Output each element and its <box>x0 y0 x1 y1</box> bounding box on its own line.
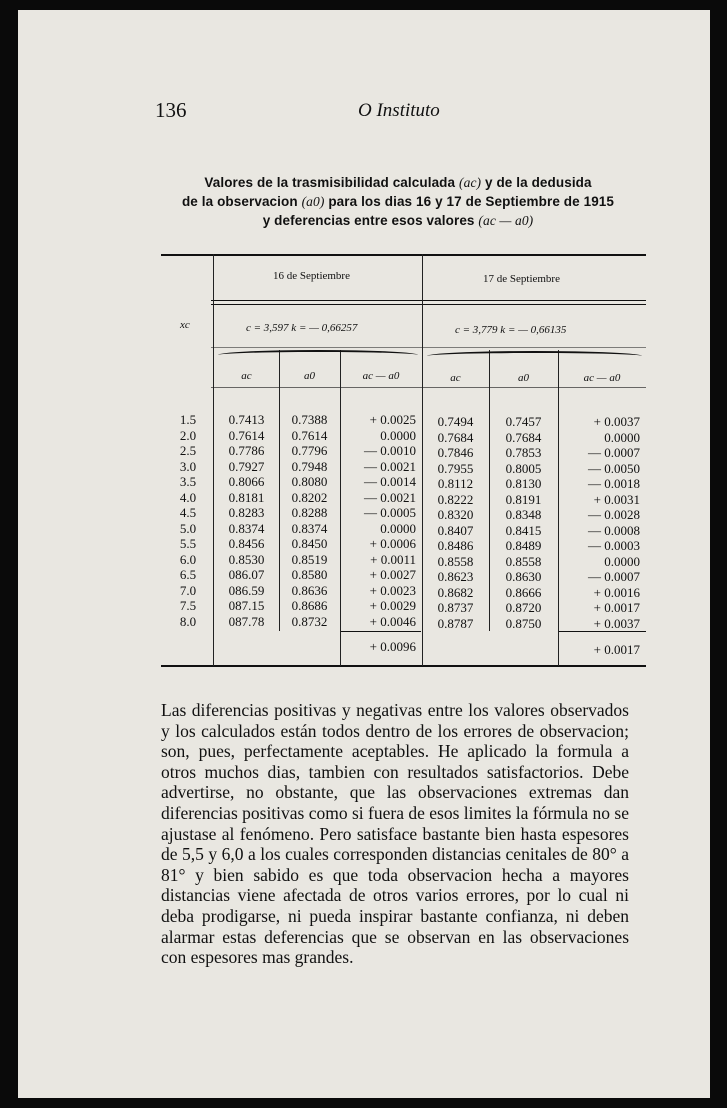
group-title-17: 17 de Septiembre <box>483 273 560 285</box>
group-title-16: 16 de Septiembre <box>273 270 350 282</box>
table-cell: 7.0 <box>179 582 197 598</box>
header-diff-17: ac — a0 <box>583 372 621 384</box>
table-cell: — 0.0007 <box>588 445 640 460</box>
params-17: c = 3,779 k = — 0,66135 <box>455 324 567 336</box>
table-cell: 0.8066 <box>228 474 265 489</box>
page-number: 136 <box>155 98 187 122</box>
table-cell: 0.8407 <box>437 522 474 538</box>
x-col-header: xc <box>180 319 190 331</box>
table-cell: 0.0000 <box>380 427 416 443</box>
table-cell: 0.7948 <box>291 458 328 474</box>
table-cell: 0.8486 <box>437 538 474 553</box>
table-cell: + 0.0029 <box>369 598 416 613</box>
document-page <box>18 10 710 1098</box>
brace-17 <box>427 351 642 361</box>
table-cell: 0.8415 <box>505 522 542 538</box>
table-cell: 0.8750 <box>505 615 542 631</box>
table-cell: + 0.0011 <box>370 551 416 567</box>
params-rule <box>211 347 646 348</box>
running-title: O Instituto <box>358 100 440 121</box>
table-cell: 087.15 <box>228 598 265 613</box>
table-cell: 0.8450 <box>291 536 328 551</box>
ac-17-column <box>422 414 489 631</box>
header-a0-17: a0 <box>518 372 529 384</box>
header-a0-16: a0 <box>304 370 315 382</box>
table-cell: — 0.0018 <box>588 476 640 491</box>
table-cell: 0.7786 <box>228 443 265 458</box>
table-cell: 0.8558 <box>437 553 474 569</box>
table-cell: + 0.0027 <box>369 567 416 582</box>
table-cell: + 0.0016 <box>593 584 640 600</box>
table-cell: 3.5 <box>179 474 197 489</box>
table-cell: 4.0 <box>179 489 197 505</box>
table-cell: 0.7413 <box>228 412 265 427</box>
table-cell: + 0.0037 <box>593 615 640 631</box>
table-cell: 0.8181 <box>228 489 265 505</box>
group-rule <box>211 300 646 301</box>
table-cell: 7.5 <box>179 598 197 613</box>
table-cell: + 0.0046 <box>369 613 416 629</box>
table-cell: 0.7614 <box>228 427 265 443</box>
table-cell: 086.07 <box>228 567 265 582</box>
table-cell: 6.0 <box>179 551 197 567</box>
table-cell: — 0.0007 <box>588 569 640 584</box>
table-cell: 0.8580 <box>291 567 328 582</box>
table-cell: — 0.0014 <box>364 474 416 489</box>
table-cell: 0.8666 <box>505 584 542 600</box>
table-cell: 0.8636 <box>291 582 328 598</box>
table-caption: Valores de la trasmisibilidad calculada (ac) y de la dedusida de la observacion (a0) para los dias 16 y 17 de Septiembre de 1915 y deferencias entre esos valores (ac — a0) <box>181 175 615 228</box>
table-cell: 0.8374 <box>291 520 328 536</box>
table-cell: 0.7684 <box>505 429 542 445</box>
table-cell: 0.7457 <box>505 414 542 429</box>
table-cell: 0.8112 <box>437 476 474 491</box>
table-cell: 0.8737 <box>437 600 474 615</box>
ac-16-column <box>214 412 279 629</box>
table-cell: + 0.0006 <box>369 536 416 551</box>
total-rule-16 <box>340 631 421 632</box>
table-cell: 0.8348 <box>505 507 542 522</box>
table-cell: 0.7684 <box>437 429 474 445</box>
table-cell: 0.8787 <box>437 615 474 631</box>
table-cell: 0.7955 <box>437 460 474 476</box>
table-cell: + 0.0037 <box>593 414 640 429</box>
table-cell: + 0.0023 <box>369 582 416 598</box>
table-cell: 0.7614 <box>291 427 328 443</box>
table-cell: 0.8374 <box>228 520 265 536</box>
table-cell: 0.8630 <box>505 569 542 584</box>
brace-16 <box>218 350 418 360</box>
table-cell: 5.0 <box>179 520 197 536</box>
header-diff-16: ac — a0 <box>362 370 400 382</box>
table-cell: 0.7388 <box>291 412 328 427</box>
table-cell: 0.7846 <box>437 445 474 460</box>
a0-16-column <box>279 412 340 629</box>
table-cell: 0.8283 <box>228 505 265 520</box>
table-cell: 0.0000 <box>604 429 640 445</box>
table-cell: 0.8202 <box>291 489 328 505</box>
total-rule-17 <box>558 631 646 632</box>
table-cell: 3.0 <box>179 458 197 474</box>
table-cell: 2.0 <box>179 427 197 443</box>
header-ac-17: ac <box>450 372 461 384</box>
table-cell: — 0.0021 <box>364 458 416 474</box>
table-cell: 0.8623 <box>437 569 474 584</box>
table-cell: 4.5 <box>179 505 197 520</box>
table-cell: 6.5 <box>179 567 197 582</box>
table-cell: 0.8130 <box>505 476 542 491</box>
header-rule <box>211 387 646 388</box>
table-cell: — 0.0050 <box>588 460 640 476</box>
table-cell: — 0.0028 <box>588 507 640 522</box>
table-cell: 0.8005 <box>505 460 542 476</box>
table-cell: 5.5 <box>179 536 197 551</box>
table-cell: 0.7853 <box>505 445 542 460</box>
header-ac-16: ac <box>241 370 252 382</box>
group-rule-double <box>211 304 646 305</box>
table-bottom-rule <box>161 665 646 667</box>
diff-17-column <box>558 414 640 631</box>
table-top-rule <box>161 254 646 256</box>
table-cell: 0.8222 <box>437 491 474 507</box>
table-cell: — 0.0005 <box>364 505 416 520</box>
table-cell: 0.8320 <box>437 507 474 522</box>
diff-16-column <box>340 412 416 629</box>
table-cell: 0.8686 <box>291 598 328 613</box>
total-17: + 0.0017 <box>593 642 640 657</box>
params-16: c = 3,597 k = — 0,66257 <box>246 322 358 334</box>
table-cell: 8.0 <box>179 613 197 629</box>
table-cell: 0.0000 <box>380 520 416 536</box>
table-cell: 087.78 <box>228 613 265 629</box>
table-cell: 086.59 <box>228 582 265 598</box>
table-cell: + 0.0031 <box>593 491 640 507</box>
table-cell: 0.8732 <box>291 613 328 629</box>
table-cell: 0.8080 <box>291 474 328 489</box>
x-values-column <box>168 412 208 629</box>
table-cell: 0.7796 <box>291 443 328 458</box>
table-cell: + 0.0025 <box>369 412 416 427</box>
total-16: + 0.0096 <box>369 639 416 654</box>
table-cell: 0.8519 <box>291 551 328 567</box>
table-cell: 0.8288 <box>291 505 328 520</box>
table-cell: 0.7927 <box>228 458 265 474</box>
table-cell: 2.5 <box>179 443 197 458</box>
table-cell: 0.7494 <box>437 414 474 429</box>
table-cell: — 0.0010 <box>364 443 416 458</box>
a0-17-column <box>489 414 558 631</box>
table-cell: — 0.0008 <box>588 522 640 538</box>
table-cell: 0.8191 <box>505 491 542 507</box>
table-cell: 1.5 <box>179 412 197 427</box>
table-cell: 0.8720 <box>505 600 542 615</box>
table-cell: 0.8682 <box>437 584 474 600</box>
table-cell: + 0.0017 <box>593 600 640 615</box>
table-cell: 0.8558 <box>505 553 542 569</box>
table-cell: 0.8456 <box>228 536 265 551</box>
table-cell: 0.8530 <box>228 551 265 567</box>
body-paragraph: Las diferencias positivas y negativas entre los valores observados y los calculados están todos dentro de los errores de observacion; son, pues, perfectamente aceptables. He aplicado la formula a otros muchos dias, tambien con resultados satisfactorios. Debe advertirse, no obstante, que las observaciones extremas dan diferencias positivas como si fuera de esos limites la fórmula no se ajustase al fenómeno. Pero satisface bastante bien hasta espesores de 5,5 y 6,0 a los cuales corresponden distancias cenitales de 80° a 81° y bien sabido es que toda observacion hecha a mayores distancias viene afectada de otros varios errores, por lo cual ni deba prodigarse, ni pueda inspirar bastante confianza, ni deben alarmar estas deferencias que se observan en las observaciones con espesores mas grandes. <box>161 700 629 968</box>
table-cell: — 0.0003 <box>588 538 640 553</box>
table-cell: 0.8489 <box>505 538 542 553</box>
table-cell: — 0.0021 <box>364 489 416 505</box>
table-cell: 0.0000 <box>604 553 640 569</box>
